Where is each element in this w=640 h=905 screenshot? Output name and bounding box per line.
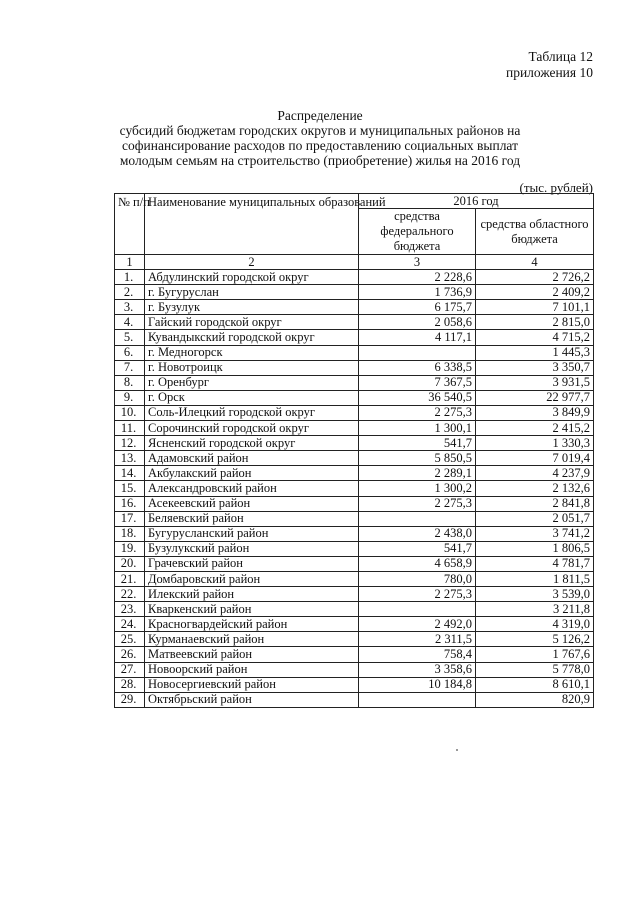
federal-budget-value: 1 736,9: [359, 285, 476, 300]
municipality-name: Гайский городской округ: [145, 315, 359, 330]
regional-budget-value: 3 741,2: [476, 526, 594, 541]
row-number: 6.: [115, 345, 145, 360]
table-row: [115, 345, 594, 360]
municipality-name: Октябрьский район: [145, 692, 359, 707]
regional-budget-value: 3 539,0: [476, 587, 594, 602]
table-row: [115, 481, 594, 496]
municipality-name: Акбулакский район: [145, 466, 359, 481]
table-row: [115, 270, 594, 285]
federal-budget-value: 2 275,3: [359, 587, 476, 602]
regional-budget-value: 2 841,8: [476, 496, 594, 511]
federal-budget-value: 4 117,1: [359, 330, 476, 345]
header-municipality: Наименование муниципальных образований: [145, 194, 359, 255]
table-number-label: Таблица 12: [528, 49, 593, 64]
table-row: [115, 662, 594, 677]
table-row: [115, 632, 594, 647]
appendix-label: приложения 10: [505, 65, 593, 80]
regional-budget-value: 8 610,1: [476, 677, 594, 692]
table-row: [115, 360, 594, 375]
document-reference: [506, 49, 593, 81]
regional-budget-value: 2 409,2: [476, 285, 594, 300]
regional-budget-value: 1 806,5: [476, 541, 594, 556]
row-number: 16.: [115, 496, 145, 511]
federal-budget-value: 6 338,5: [359, 360, 476, 375]
municipality-name: г. Бугуруслан: [145, 285, 359, 300]
table-row: [115, 375, 594, 390]
table-row: [115, 556, 594, 571]
municipality-name: Соль-Илецкий городской округ: [145, 405, 359, 420]
title-line-2: субсидий бюджетам городских округов и муниципальных районов на: [119, 123, 521, 138]
row-number: 15.: [115, 481, 145, 496]
federal-budget-value: 2 438,0: [359, 526, 476, 541]
index-cell: 1: [115, 255, 145, 270]
regional-budget-value: 1 811,5: [476, 571, 594, 586]
federal-budget-value: 3 358,6: [359, 662, 476, 677]
federal-budget-value: 758,4: [359, 647, 476, 662]
federal-budget-value: 541,7: [359, 436, 476, 451]
subsidy-table: [114, 193, 594, 708]
row-number: 27.: [115, 662, 145, 677]
municipality-name: Александровский район: [145, 481, 359, 496]
municipality-name: Илекский район: [145, 587, 359, 602]
table-row: [115, 677, 594, 692]
row-number: 26.: [115, 647, 145, 662]
federal-budget-value: 2 311,5: [359, 632, 476, 647]
municipality-name: г. Медногорск: [145, 345, 359, 360]
table-row: [115, 421, 594, 436]
regional-budget-value: 2 051,7: [476, 511, 594, 526]
federal-budget-value: 2 289,1: [359, 466, 476, 481]
municipality-name: Грачевский район: [145, 556, 359, 571]
regional-budget-value: 4 237,9: [476, 466, 594, 481]
row-number: 3.: [115, 300, 145, 315]
federal-budget-value: 6 175,7: [359, 300, 476, 315]
federal-budget-value: 2 275,3: [359, 496, 476, 511]
federal-budget-value: 2 228,6: [359, 270, 476, 285]
row-number: 1.: [115, 270, 145, 285]
table-row: [115, 602, 594, 617]
regional-budget-value: 22 977,7: [476, 390, 594, 405]
regional-budget-value: 7 019,4: [476, 451, 594, 466]
federal-budget-value: 4 658,9: [359, 556, 476, 571]
regional-budget-value: 2 132,6: [476, 481, 594, 496]
table-header-row: [115, 194, 594, 209]
federal-budget-value: 36 540,5: [359, 390, 476, 405]
federal-budget-value: 541,7: [359, 541, 476, 556]
index-cell: 2: [145, 255, 359, 270]
row-number: 12.: [115, 436, 145, 451]
federal-budget-value: 1 300,1: [359, 421, 476, 436]
federal-budget-value: 2 492,0: [359, 617, 476, 632]
units-label: (тыс. рублей): [519, 180, 593, 195]
municipality-name: Матвеевский район: [145, 647, 359, 662]
row-number: 11.: [115, 421, 145, 436]
table-row: [115, 526, 594, 541]
regional-budget-value: 4 319,0: [476, 617, 594, 632]
regional-budget-value: 3 931,5: [476, 375, 594, 390]
regional-budget-value: 3 350,7: [476, 360, 594, 375]
federal-budget-value: [359, 602, 476, 617]
title-line-1: Распределение: [277, 108, 363, 123]
row-number: 7.: [115, 360, 145, 375]
row-number: 18.: [115, 526, 145, 541]
municipality-name: г. Оренбург: [145, 375, 359, 390]
row-number: 2.: [115, 285, 145, 300]
row-number: 5.: [115, 330, 145, 345]
row-number: 9.: [115, 390, 145, 405]
regional-budget-value: 1 330,3: [476, 436, 594, 451]
table-row: [115, 541, 594, 556]
header-regional-budget: средства областного бюджета: [476, 209, 594, 255]
table-row: [115, 451, 594, 466]
table-row: [115, 315, 594, 330]
table-index-row: [115, 255, 594, 270]
row-number: 24.: [115, 617, 145, 632]
federal-budget-value: 780,0: [359, 571, 476, 586]
scan-speck: [456, 749, 458, 751]
table-row: [115, 647, 594, 662]
regional-budget-value: 2 726,2: [476, 270, 594, 285]
header-federal-budget: средства федерального бюджета: [359, 209, 476, 255]
federal-budget-value: [359, 692, 476, 707]
row-number: 19.: [115, 541, 145, 556]
municipality-name: Домбаровский район: [145, 571, 359, 586]
federal-budget-value: 10 184,8: [359, 677, 476, 692]
regional-budget-value: 3 211,8: [476, 602, 594, 617]
federal-budget-value: [359, 345, 476, 360]
row-number: 17.: [115, 511, 145, 526]
title-line-3: софинансирование расходов по предоставлению социальных выплат: [122, 138, 518, 153]
row-number: 28.: [115, 677, 145, 692]
municipality-name: Новоорский район: [145, 662, 359, 677]
municipality-name: г. Орск: [145, 390, 359, 405]
index-cell: 4: [476, 255, 594, 270]
row-number: 21.: [115, 571, 145, 586]
regional-budget-value: 7 101,1: [476, 300, 594, 315]
municipality-name: г. Новотроицк: [145, 360, 359, 375]
federal-budget-value: 1 300,2: [359, 481, 476, 496]
regional-budget-value: 820,9: [476, 692, 594, 707]
municipality-name: Новосергиевский район: [145, 677, 359, 692]
municipality-name: Абдулинский городской округ: [145, 270, 359, 285]
regional-budget-value: 4 781,7: [476, 556, 594, 571]
row-number: 8.: [115, 375, 145, 390]
municipality-name: Бугурусланский район: [145, 526, 359, 541]
table-row: [115, 285, 594, 300]
header-number: № п/п: [115, 194, 145, 255]
municipality-name: Кваркенский район: [145, 602, 359, 617]
regional-budget-value: 3 849,9: [476, 405, 594, 420]
regional-budget-value: 4 715,2: [476, 330, 594, 345]
municipality-name: Курманаевский район: [145, 632, 359, 647]
federal-budget-value: 5 850,5: [359, 451, 476, 466]
table-row: [115, 405, 594, 420]
header-year: 2016 год: [359, 194, 594, 209]
municipality-name: Бузулукский район: [145, 541, 359, 556]
federal-budget-value: 2 275,3: [359, 405, 476, 420]
federal-budget-value: 7 367,5: [359, 375, 476, 390]
regional-budget-value: 1 445,3: [476, 345, 594, 360]
index-cell: 3: [359, 255, 476, 270]
table-row: [115, 330, 594, 345]
municipality-name: г. Бузулук: [145, 300, 359, 315]
table-row: [115, 390, 594, 405]
row-number: 29.: [115, 692, 145, 707]
row-number: 23.: [115, 602, 145, 617]
row-number: 14.: [115, 466, 145, 481]
municipality-name: Ясненский городской округ: [145, 436, 359, 451]
table-row: [115, 692, 594, 707]
table-row: [115, 300, 594, 315]
document-title: [100, 108, 540, 168]
federal-budget-value: [359, 511, 476, 526]
row-number: 4.: [115, 315, 145, 330]
regional-budget-value: 5 778,0: [476, 662, 594, 677]
federal-budget-value: 2 058,6: [359, 315, 476, 330]
regional-budget-value: 1 767,6: [476, 647, 594, 662]
table-row: [115, 436, 594, 451]
row-number: 22.: [115, 587, 145, 602]
municipality-name: Беляевский район: [145, 511, 359, 526]
title-line-4: молодым семьям на строительство (приобретение) жилья на 2016 год: [119, 153, 521, 168]
row-number: 10.: [115, 405, 145, 420]
regional-budget-value: 2 415,2: [476, 421, 594, 436]
municipality-name: Кувандыкский городской округ: [145, 330, 359, 345]
regional-budget-value: 5 126,2: [476, 632, 594, 647]
table-row: [115, 511, 594, 526]
row-number: 20.: [115, 556, 145, 571]
regional-budget-value: 2 815,0: [476, 315, 594, 330]
municipality-name: Сорочинский городской округ: [145, 421, 359, 436]
table-row: [115, 466, 594, 481]
row-number: 13.: [115, 451, 145, 466]
table-row: [115, 587, 594, 602]
municipality-name: Асекеевский район: [145, 496, 359, 511]
table-row: [115, 571, 594, 586]
municipality-name: Адамовский район: [145, 451, 359, 466]
table-row: [115, 617, 594, 632]
table-row: [115, 496, 594, 511]
municipality-name: Красногвардейский район: [145, 617, 359, 632]
row-number: 25.: [115, 632, 145, 647]
